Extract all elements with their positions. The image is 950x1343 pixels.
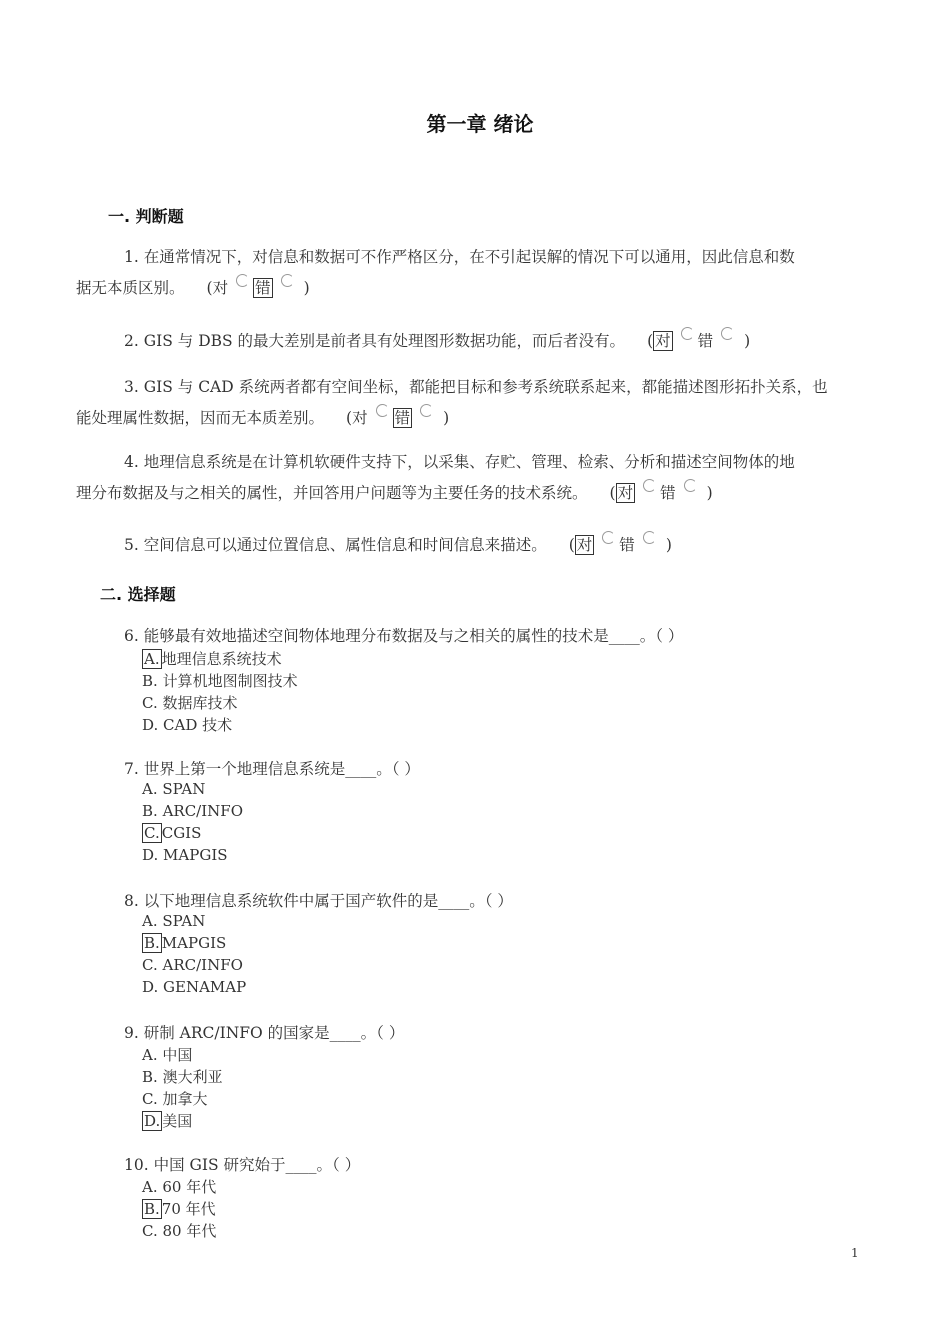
mc-8-option-b[interactable]: B. MAPGIS <box>144 934 227 952</box>
tf-question-4-line1: 4. 地理信息系统是在计算机软硬件支持下，以采集、存贮、管理、检索、分析和描述空间物体的地 <box>124 453 795 471</box>
mc-10-option-a[interactable]: A. 60 年代 <box>142 1178 217 1196</box>
tf-5-true-radio-icon[interactable] <box>602 531 615 544</box>
tf-question-4-line2: 理分布数据及与之相关的属性，并回答用户问题等为主要任务的技术系统。 <box>76 484 588 502</box>
mc-question-8: 8. 以下地理信息系统软件中属于国产软件的是____。（ ） <box>124 892 513 910</box>
mc-9-option-d[interactable]: D. 美国 <box>144 1112 193 1130</box>
mc-6-option-d[interactable]: D. CAD 技术 <box>142 716 233 734</box>
tf-2-true-label: 对 <box>655 332 671 350</box>
mc-9-option-b[interactable]: B. 澳大利亚 <box>142 1068 223 1086</box>
mc-7-option-a[interactable]: A. SPAN <box>142 780 206 798</box>
mc-question-9: 9. 研制 ARC/INFO 的国家是____。（ ） <box>124 1024 405 1042</box>
tf-5-true-label: 对 <box>576 536 593 554</box>
mc-7-option-d[interactable]: D. MAPGIS <box>142 846 228 864</box>
mc-9-option-a[interactable]: A. 中国 <box>142 1046 193 1064</box>
section-heading-judgment: 一. 判断题 <box>108 207 184 226</box>
mc-8-option-a[interactable]: A. SPAN <box>142 912 206 930</box>
tf-3-false-label: 错 <box>394 409 411 427</box>
mc-6-option-c[interactable]: C. 数据库技术 <box>142 694 238 712</box>
page-number: 1 <box>851 1246 859 1260</box>
tf-question-3: 3. GIS 与 CAD 系统两者都有空间坐标，都能把目标和参考系统联系起来，都能描述图形拓扑关系，也 能处理属性数据，因而无本质差别。 (对 错 ) <box>76 378 828 427</box>
tf-1-false-label: 错 <box>255 279 271 297</box>
mc-8-option-d[interactable]: D. GENAMAP <box>142 978 247 996</box>
tf-2-true-radio-icon[interactable] <box>681 327 694 340</box>
tf-3-true-radio-icon[interactable] <box>376 404 389 417</box>
tf-3-false-radio-icon[interactable] <box>420 404 433 417</box>
tf-question-1: 1. 在通常情况下，对信息和数据可不作严格区分，在不引起误解的情况下可以通用，因此信息和数 据无本质区别。 (对 错 ) <box>76 248 795 297</box>
tf-1-true-radio-icon[interactable] <box>236 274 249 287</box>
tf-1-false-radio-icon[interactable] <box>281 274 294 287</box>
mc-7-option-c[interactable]: C. CGIS <box>144 824 202 842</box>
tf-2-false-radio-icon[interactable] <box>721 327 734 340</box>
tf-4-true-radio-icon[interactable] <box>643 479 656 492</box>
tf-question-5: 5. 空间信息可以通过位置信息、属性信息和时间信息来描述。 ( 对 错 ) <box>100 530 860 561</box>
tf-question-2: 2. GIS 与 DBS 的最大差别是前者具有处理图形数据功能，而后者没有。 ( 对 错 ) <box>100 326 860 357</box>
tf-2-false-label: 错 <box>697 332 714 350</box>
tf-4-false-label: 错 <box>660 484 676 502</box>
mc-6-option-b[interactable]: B. 计算机地图制图技术 <box>142 672 298 690</box>
tf-4-true-label: 对 <box>617 484 634 502</box>
mc-question-7: 7. 世界上第一个地理信息系统是____。（ ） <box>124 760 420 778</box>
mc-question-10: 10. 中国 GIS 研究始于____。（ ） <box>124 1156 361 1174</box>
mc-10-option-c[interactable]: C. 80 年代 <box>142 1222 217 1240</box>
tf-question-1-line1: 1. 在通常情况下，对信息和数据可不作严格区分，在不引起误解的情况下可以通用，因此信息和数 <box>124 248 795 266</box>
mc-6-option-a[interactable]: A. 地理信息系统技术 <box>144 650 282 668</box>
mc-10-option-b[interactable]: B. 70 年代 <box>144 1200 216 1218</box>
tf-question-3-line2: 能处理属性数据，因而无本质差别。 <box>76 409 325 427</box>
tf-5-false-label: 错 <box>619 536 635 554</box>
mc-8-option-c[interactable]: C. ARC/INFO <box>142 956 243 974</box>
tf-1-true-label: 对 <box>212 279 229 297</box>
mc-9-option-c[interactable]: C. 加拿大 <box>142 1090 208 1108</box>
tf-4-false-radio-icon[interactable] <box>684 479 697 492</box>
chapter-title: 第一章 绪论 <box>426 112 534 136</box>
mc-7-option-b[interactable]: B. ARC/INFO <box>142 802 243 820</box>
tf-question-4: 4. 地理信息系统是在计算机软硬件支持下，以采集、存贮、管理、检索、分析和描述空间物体的地 理分布数据及与之相关的属性，并回答用户问题等为主要任务的技术系统。 ( 对 错 ) <box>76 453 795 502</box>
tf-question-2-line1: 2. GIS 与 DBS 的最大差别是前者具有处理图形数据功能，而后者没有。 <box>124 332 626 350</box>
tf-question-5-line1: 5. 空间信息可以通过位置信息、属性信息和时间信息来描述。 <box>124 536 547 554</box>
tf-question-3-line1: 3. GIS 与 CAD 系统两者都有空间坐标，都能把目标和参考系统联系起来，都能描述图形拓扑关系，也 <box>124 378 828 396</box>
tf-question-1-line2: 据无本质区别。 <box>76 279 185 297</box>
tf-5-false-radio-icon[interactable] <box>643 531 656 544</box>
section-heading-choice: 二. 选择题 <box>100 585 176 604</box>
tf-3-true-label: 对 <box>352 409 368 427</box>
mc-question-6: 6. 能够最有效地描述空间物体地理分布数据及与之相关的属性的技术是____。（ ） <box>124 627 684 645</box>
